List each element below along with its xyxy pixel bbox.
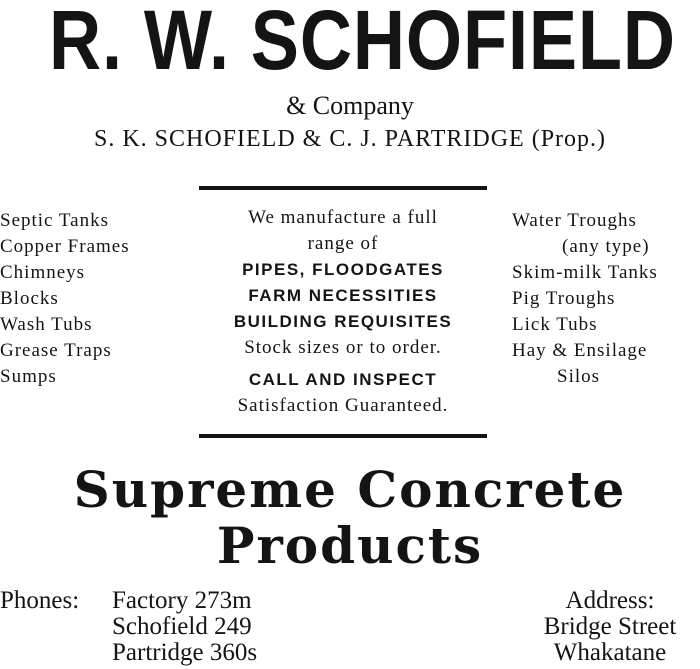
left-product-list — [0, 208, 130, 390]
business-name: R. W. SCHOFIELD — [49, 0, 676, 87]
address-town: Whakatane — [553, 639, 667, 666]
address-street: Bridge Street — [543, 613, 677, 640]
phones-list — [112, 588, 257, 666]
right-product-item: Hay & Ensilage — [512, 340, 648, 361]
headline-line-1: Supreme Concrete — [73, 460, 627, 519]
range-line: range of — [307, 233, 379, 254]
satisfaction-line: Satisfaction Guaranteed. — [237, 395, 449, 416]
center-advert-block — [195, 205, 491, 419]
phones-label: Phones: — [0, 587, 80, 614]
left-product-item: Wash Tubs — [0, 314, 93, 335]
right-product-list — [512, 208, 658, 390]
phone-schofield: Schofield 249 — [112, 613, 252, 640]
address-label: Address: — [565, 587, 655, 614]
left-product-item: Sumps — [0, 366, 57, 387]
left-product-item: Septic Tanks — [0, 210, 110, 231]
headline-line-2: Products — [216, 516, 484, 575]
right-product-item: Pig Troughs — [512, 288, 616, 309]
phone-partridge: Partridge 360s — [112, 639, 258, 666]
right-product-item: Skim-milk Tanks — [512, 262, 658, 283]
proprietors-line: S. K. SCHOFIELD & C. J. PARTRIDGE (Prop.) — [93, 126, 607, 152]
manufacture-line: We manufacture a full — [248, 207, 438, 228]
pipes-line: PIPES, FLOODGATES — [242, 260, 444, 279]
headline — [0, 462, 700, 574]
stock-line: Stock sizes or to order. — [244, 337, 442, 358]
right-product-item: (any type) — [562, 236, 650, 257]
left-product-item: Chimneys — [0, 262, 86, 283]
farm-line: FARM NECESSITIES — [248, 286, 438, 305]
left-product-item: Grease Traps — [0, 340, 112, 361]
company-subtitle: & Company — [286, 91, 414, 120]
bottom-divider — [199, 434, 487, 438]
top-divider — [199, 186, 487, 190]
address-block — [520, 588, 700, 666]
left-product-item: Copper Frames — [0, 236, 130, 257]
left-product-item: Blocks — [0, 288, 59, 309]
phone-factory: Factory 273m — [112, 587, 252, 614]
call-inspect-line: CALL AND INSPECT — [248, 370, 438, 389]
right-product-item: Lick Tubs — [512, 314, 598, 335]
building-line: BUILDING REQUISITES — [233, 312, 453, 331]
right-product-item: Silos — [557, 366, 601, 387]
right-product-item: Water Troughs — [512, 210, 637, 231]
